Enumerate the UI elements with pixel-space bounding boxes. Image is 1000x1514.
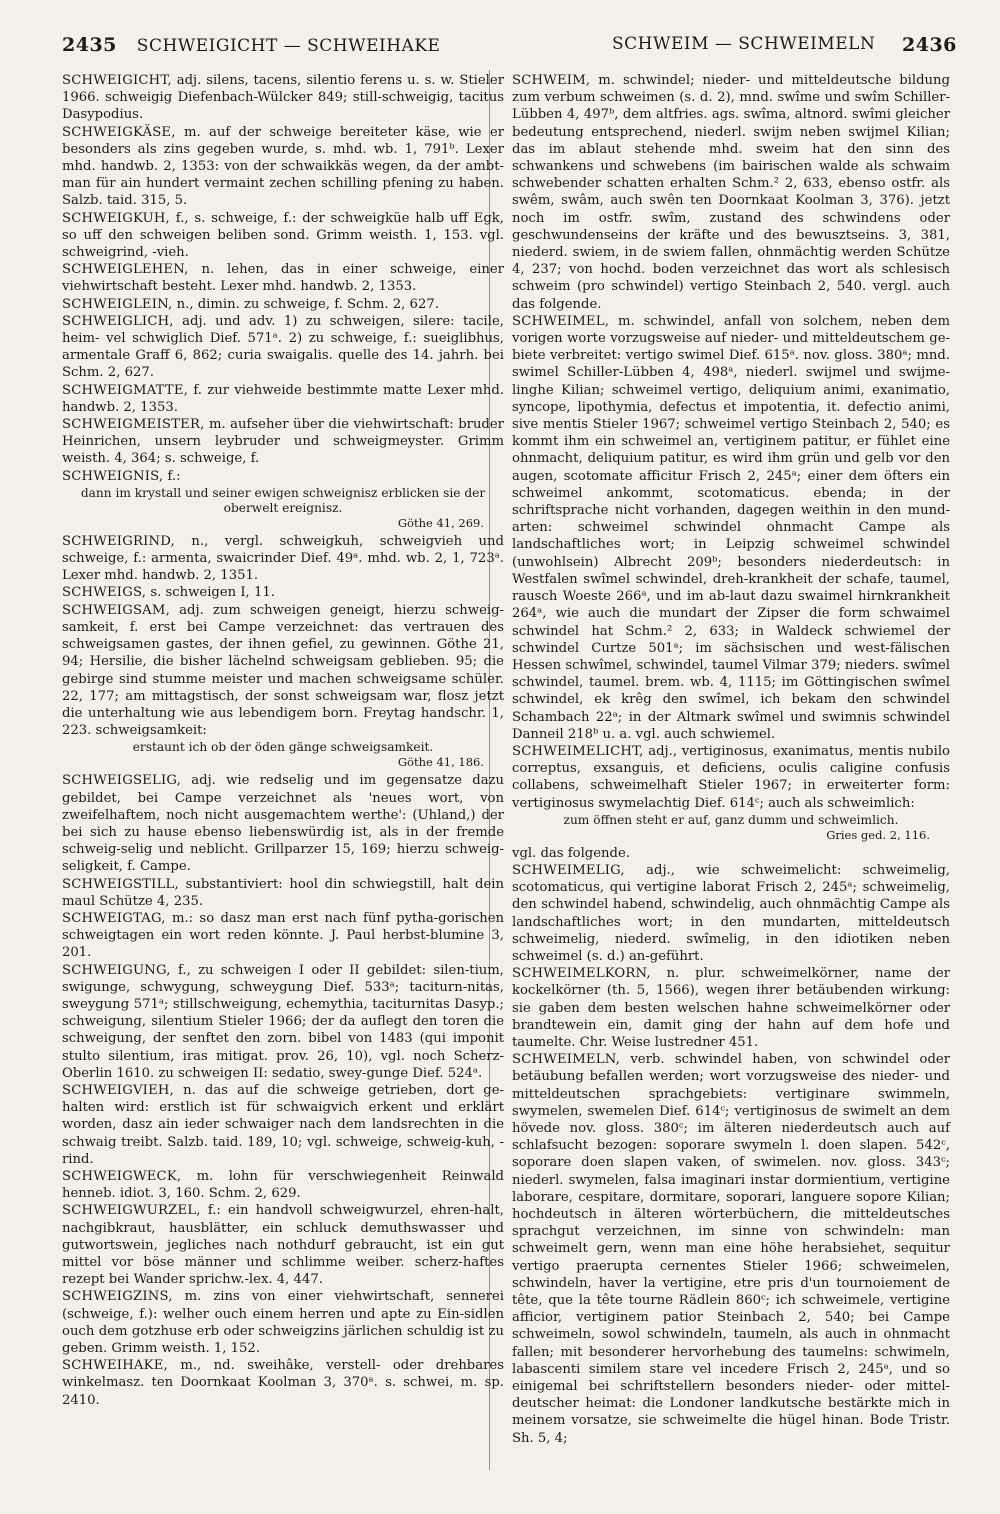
entry-body: adj. und adv. 1) zu schweigen, silere: tacile, heim- vel schwiglich Dief. 571ᵃ. 2) zu schweige, f.: sueiglibhus, armentale Graff 6, 862; curia swaigalis. quelle des 14. jahrh. bei Schm. 2, 627. <box>62 313 504 381</box>
right-running-title: SCHWEIM — SCHWEIMELN <box>612 34 876 54</box>
dictionary-entry <box>62 962 504 1082</box>
left-page-number: 2435 <box>62 34 117 56</box>
entry-body: m. schwindel; nieder- und mitteldeutsche bildung zum verbum schweimen (s. d. 2), mnd. swîme und swîm Schiller-Lübben 4, 497ᵇ, dem altfries. ags. swîma, altnord. swîmi gleicher bedeutung entsprechend, niederl. swijm neben swijmel Kilian; das im ablaut stehende mhd. sweim hat den sinn des schwankens und schwebens (im bairischen walde als schwaim schwebender schatten erhalten Schm.² 2, 633, ebenso ostfr. als swêm, swâm, auch swên ten Doornkaat Koolman 3, 376). jetzt noch im ostfr. swîm, zustand des schwindens oder geschwundenseins der kräfte und des bewusztseins. 3, 381, niederd. swiem, in de swiem fallen, ohnmächtig werden Schütze 4, 237; von hochd. boden verzeichnet das wort als schlesisch schweim (pro schwindel) vertigo Steinbach 2, 540. vergl. auch das folgende. <box>512 73 950 312</box>
entry-headword: SCHWEIHAKE, <box>62 1358 168 1374</box>
dictionary-entry <box>62 261 504 295</box>
entry-headword: SCHWEIGSELIG, <box>62 773 182 789</box>
entry-headword: SCHWEIMELICHT, <box>512 743 644 759</box>
entry-headword: SCHWEIGRIND, <box>62 533 175 549</box>
entry-headword: SCHWEIGWURZEL, <box>62 1203 201 1219</box>
entry-headword: SCHWEIGTAG, <box>62 910 166 926</box>
dictionary-entry <box>62 382 504 416</box>
entry-headword: SCHWEIGLICH, <box>62 313 174 329</box>
left-page-header <box>62 34 440 56</box>
entry-body: f.: ein handvoll schweigwurzel, ehren-halt, nachgibkraut, hausblätter, ein schluck demuthswasser und gutwortswein, jegliches nach nothdurf gebraucht, ist ein gut mittel vor böse männer und schlimme weiber. scherz-haftes rezept bei Wander sprichw.-lex. 4, 447. <box>62 1203 504 1288</box>
entry-headword: SCHWEIGUNG, <box>62 962 171 978</box>
dictionary-entry <box>62 584 504 601</box>
dictionary-entry <box>512 845 950 862</box>
entry-headword: SCHWEIGMEISTER, <box>62 417 205 433</box>
entry-body: adj. silens, tacens, silentio ferens u. s. w. Stieler 1966. schweigig Diefenbach-Wülcker 849; still-schweigig, tacitus Dasypodius. <box>62 73 504 123</box>
left-running-title: SCHWEIGICHT — SCHWEIHAKE <box>136 36 441 56</box>
right-page-number: 2436 <box>902 34 957 56</box>
entry-headword: SCHWEIGS, <box>62 585 147 601</box>
entry-headword: SCHWEIGKUH, <box>62 210 170 226</box>
entry-body: n. lehen, das in einer schweige, einer viehwirtschaft besteht. Lexer mhd. handwb. 2, 1353. <box>62 262 504 295</box>
entry-headword: SCHWEIMELKORN, <box>512 966 651 982</box>
entry-body: f. zur viehweide bestimmte matte Lexer mhd. handwb. 2, 1353. <box>62 382 504 415</box>
quotation <box>512 813 950 843</box>
dictionary-entry <box>62 313 504 382</box>
entry-body: f.: <box>167 468 181 484</box>
entry-body: n., vergl. schweigkuh, schweigvieh und schweige, f.: armenta, swaicrinder Dief. 49ᵃ. mhd. wb. 2, 1, 723ᵃ. Lexer mhd. handwb. 2, 1351. <box>62 533 504 584</box>
left-column <box>62 72 504 1409</box>
dictionary-entry <box>62 910 504 962</box>
entry-body: m. lohn für verschwiegenheit Reinwald henneb. idiot. 3, 160. Schm. 2, 629. <box>62 1168 504 1202</box>
entry-body: substantiviert: hool din schwiegstill, halt dein maul Schütze 4, 235. <box>62 876 504 909</box>
entry-body: f., s. schweige, f.: der schweigküe halb uff Egk, so uff den schweigen beliben sond. Grimm weisth. 1, 153. vgl. schweigrind, -vieh. <box>62 210 504 261</box>
entry-headword: SCHWEIGICHT, <box>62 73 172 88</box>
dictionary-entry <box>62 72 504 124</box>
entry-headword: SCHWEIGVIEH, <box>62 1082 175 1098</box>
entry-body: m. auf der schweige bereiteter käse, wie er besonders als zins gegeben wurde, s. mhd. wb. 1, 791ᵇ. Lexer mhd. handwb. 2, 1353: von der schwaikkäs wegen, da der ambt-man für ain hundert vermaint zechen schilling pfening zu haben. Salzb. taid. 315, 5. <box>62 124 504 209</box>
entry-headword: SCHWEIGWECK, <box>62 1168 182 1184</box>
dictionary-entry <box>512 965 950 1051</box>
dictionary-entry <box>62 296 504 313</box>
entry-body: verb. schwindel haben, von schwindel oder betäubung befallen werden; wort vorzugsweise des nieder- und mitteldeutschen sprachgebiets: vertiginare swimmeln, swymelen, swemelen Dief. 614ᶜ; vertiginosus de swimelt an dem hövede nov. gloss. 380ᶜ; im älteren niederdeutsch auch auf schlafsucht bezogen: soporare swymeln l. doen slapen. 542ᶜ, soporare doen slapen vaken, of swimelen. nov. gloss. 343ᶜ; niederl. swymelen, falsa imaginari instar dormientium, vertigine laborare, cespitare, dormitare, soporari, languere sopore Kilian; hochdeutsch in älteren wörterbüchern, die mitteldeutsches sprachgut verzeichnen, im sinne von schwindeln: man schweimelt gern, wenn man eine höhe herabsiehet, sequitur vertigo praerupta cernentes Stieler 1966; schweimelen, schwindeln, haver la vertigine, etre pris d'un tournoiement de tête, que la tête tourne Rädlein 860ᶜ; ich schweimele, vertigine afficior, vertiginem patior Steinbach 2, 540; bei Campe schweimeln, sowol schwindeln, taumeln, als auch in ohnmacht fallen; mit besonderer hervorhebung des taumelns: schwimeln, labascenti similem stare vel incedere Frisch 2, 245ᵃ, und so einigemal bei schriftstellern besonders nieder- oder mittel-deutscher heimat: die Londoner landkutsche bestärkte mich in meinem vorsatze, sie schweimelte die hügel hinan. Bode Tristr. Sh. 5, 4; <box>512 1052 950 1446</box>
dictionary-entry <box>512 743 950 812</box>
quotation <box>62 740 504 770</box>
right-page-header <box>612 34 957 56</box>
quotation-source: Göthe 41, 186. <box>397 755 484 770</box>
entry-body: adj., wie schweimelicht: schweimelig, scotomaticus, qui vertigine laborat Frisch 2, 245ᵃ; schweimelig, den schwindel habend, schwindelig, auch ohnmächtig Campe als landschaftliches wort; in den mundarten, mitteldeutsch schweimelig, niederd. swîmelig, in den idiotiken neben schweimel (s. d.) an-geführt. <box>512 862 950 964</box>
entry-body: n. das auf die schweige getrieben, dort ge-halten wird: erstlich ist für schwaigvich erkent und erklärt worden, dasz ain ieder schwaiger nach dem landsrechten in die schwaig treibt. Salzb. taid. 189, 10; vgl. schweige, schweig-kuh, -rind. <box>62 1082 504 1167</box>
entry-body: m.: so dasz man erst nach fünf pytha-gorischen schweigtagen ein wort reden könnte. J. Paul herbst-blumine 3, 201. <box>62 910 504 961</box>
entry-body: adj. wie redselig und im gegensatze dazu gebildet, bei Campe verzeichnet als 'neues wort, von zweifelhaftem, noch nicht ausgemachtem werthe': (Uhland,) der bei sich zu hause ebenso liebenswürdig ist, als in der fremde schweig-selig und neblicht. Grillparzer 15, 169; hierzu schweig-seligkeit, f. Campe. <box>62 773 504 875</box>
entry-body: m., nd. sweihâke, verstell- oder drehbares winkelmasz. ten Doornkaat Koolman 3, 370ᵃ. s. schwei, m. sp. 2410. <box>62 1358 504 1408</box>
dictionary-entry <box>512 72 950 313</box>
entry-headword: SCHWEIMELIG, <box>512 862 625 878</box>
dictionary-entry <box>62 772 504 875</box>
entry-headword: SCHWEIGLEHEN, <box>62 262 189 278</box>
dictionary-entry <box>62 1168 504 1202</box>
quotation-text: zum öffnen steht er auf, ganz dumm und schweimlich. <box>563 812 899 827</box>
entry-body: vgl. das folgende. <box>512 845 630 861</box>
quotation-text: dann im krystall und seiner ewigen schweignisz erblicken sie der oberwelt ereignisz. <box>80 485 486 515</box>
dictionary-entry <box>62 1357 504 1409</box>
entry-headword: SCHWEIMELN, <box>512 1052 620 1068</box>
entry-headword: SCHWEIGMATTE, <box>62 382 189 398</box>
dictionary-entry <box>62 876 504 910</box>
entry-body: m. schwindel, anfall von solchem, neben dem vorigen worte vorzugsweise auf nieder- und mitteldeutschem ge-biete verbreitet: vertigo swimel Dief. 615ᵃ. nov. gloss. 380ᵃ; mnd. swimel Schiller-Lübben 4, 498ᵃ, niederl. swijmel und swijme-linghe Kilian; schweimel vertigo, deliquium animi, exanimatio, syncope, lipothymia, defectus et impotentia, it. defectio animi, sive mentis Stieler 1967; schweimel vertigo Steinbach 2, 540; es kommt ihm ein schweimel an, vertiginem patitur, er fühlet eine ohnmacht, deliquium patitur, es wird ihm grün und gelb vor den augen, scotomate afficitur Frisch 2, 245ᵃ; einer dem öfters ein schweimel ankommt, scotomaticus. ebenda; in der schriftsprache nicht vorhanden, dagegen weithin in den mund-arten: schweimel schwindel ohnmacht Campe als landschaftliches wort; in Leipzig schweimel schwindel (unwohlsein) Albrecht 209ᵇ; besonders niederdeutsch: in Westfalen swîmel schwindel, dreh-krankheit der schafe, taumel, rausch Woeste 266ᵃ, und im ab-laut dazu swaimel hirnkrankheit 264ᵃ, wie auch die mundart der Zipser die form schwaimel schwindel hat Schm.² 2, 633; in Waldeck schwiemel der schwindel Curtze 501ᵃ; im sächsischen und west-fälischen Hessen schwîmel, schwindel, taumel Vilmar 379; nieders. swîmel schwindel, taumel. brem. wb. 4, 1115; im Göttingischen swîmel schwindel, ek krêg den swîmel, ich bekam den schwindel Schambach 22ᵃ; in der Altmark swîmel und swimnis schwindel Danneil 218ᵇ u. a. vgl. auch schwiemel. <box>512 313 950 742</box>
right-column <box>512 72 950 1447</box>
dictionary-entry <box>62 416 504 468</box>
entry-body: n., dimin. zu schweige, f. Schm. 2, 627. <box>176 296 439 312</box>
dictionary-entry <box>512 1051 950 1447</box>
entry-headword: SCHWEIGNIS, <box>62 468 164 484</box>
entry-body: m. aufseher über die viehwirtschaft: bruder Heinrichen, unsern leybruder und schweigmeyster. Grimm weisth. 4, 364; s. schweige, f. <box>62 417 504 467</box>
dictionary-entry <box>62 1202 504 1288</box>
dictionary-entry <box>62 124 504 210</box>
entry-headword: SCHWEIGZINS, <box>62 1289 173 1305</box>
entry-headword: SCHWEIGKÄSE, <box>62 124 176 140</box>
entry-headword: SCHWEIGSTILL, <box>62 876 179 892</box>
entry-headword: SCHWEIGLEIN, <box>62 296 173 312</box>
entry-body: n. plur. schweimelkörner, name der kockelkörner (th. 5, 1566), wegen ihrer betäubenden wirkung: sie gaben dem besten welschen hahne schweimelkörner oder brandtewein ein, damit ging der hahn auf dem hofe und taumelte. Chr. Weise lustredner 451. <box>512 966 950 1050</box>
dictionary-entry <box>62 533 504 585</box>
dictionary-entry <box>62 1288 504 1357</box>
entry-body: m. zins von einer viehwirtschaft, sennerei (schweige, f.): welher ouch einem herren und apte zu Ein-sidlen ouch dem gotzhuse erb oder schweigzins järlichen schuldig ist zu geben. Grimm weisth. 1, 152. <box>62 1289 504 1357</box>
quotation-text: erstaunt ich ob der öden gänge schweigsamkeit. <box>132 740 434 755</box>
dictionary-entry <box>62 468 504 485</box>
dictionary-entry <box>512 313 950 743</box>
entry-body: f., zu schweigen I oder II gebildet: silen-tium, swigunge, schwygung, schweygung Dief. 533ᵃ; taciturn-nitas, sweygung 571ᵃ; stillschweigung, echemythia, taciturnitas Dasyp.; schweigung, silentium Stieler 1966; der da auflegt den toren die schweigung, der senftet den zorn. bibel von 1483 (qui imponit stulto silentium, iras mitigat. prov. 26, 10), vgl. noch Scherz-Oberlin 1610. zu schweigen II: sedatio, swey-gunge Dief. 524ᵃ. <box>62 962 504 1081</box>
quotation-source: Göthe 41, 269. <box>397 515 484 530</box>
entry-body: adj., vertiginosus, exanimatus, mentis nubilo correptus, exsanguis, et deficiens, oculis caligine confusis collabens, schweimelhaft Stieler 1967; in erweiterter form: vertiginosus swymelachtig Dief. 614ᶜ; auch als schweimlich: <box>512 743 950 811</box>
entry-body: s. schweigen I, 11. <box>150 585 275 601</box>
dictionary-entry <box>62 210 504 262</box>
dictionary-entry <box>512 862 950 965</box>
quotation-source: Gries ged. 2, 116. <box>826 827 930 842</box>
dictionary-entry <box>62 602 504 740</box>
entry-headword: SCHWEIM, <box>512 73 591 88</box>
quotation <box>62 486 504 531</box>
entry-body: adj. zum schweigen geneigt, hierzu schweig-samkeit, f. erst bei Campe verzeichnet: das vertrauen des schweigsamen gastes, der ihnen gefiel, zu gewinnen. Göthe 21, 94; Hersilie, die bisher lächelnd schweigsam geblieben. 95; die gebirge sind stumme meister und machen schweigsame schüler. 22, 177; am mittagstisch, der sonst schweigsam war, flosz jetzt die unterhaltung wie aus lebendigem born. Freytag handschr. 1, 223. schweigsamkeit: <box>62 602 504 739</box>
entry-headword: SCHWEIMEL, <box>512 313 610 329</box>
dictionary-entry <box>62 1082 504 1168</box>
entry-headword: SCHWEIGSAM, <box>62 602 171 618</box>
